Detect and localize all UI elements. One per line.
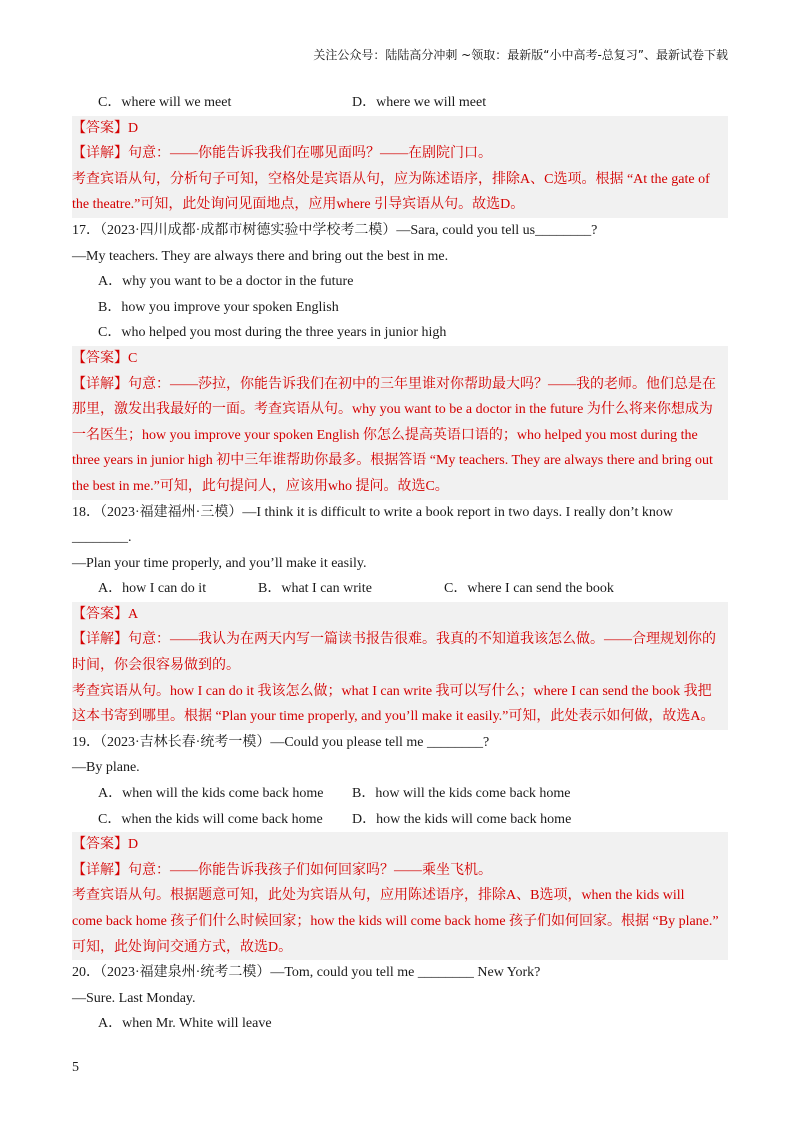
q17-option-b: B．how you improve your spoken English	[98, 299, 339, 315]
q18-option-c: C．where I can send the book	[444, 581, 614, 597]
q20-option-a: A．when Mr. White will leave	[98, 1016, 272, 1032]
q17-detail-1: 【详解】句意：——莎拉，你能告诉我们在初中的三年里谁对你帮助最大吗？——我的老师。他们总是在	[72, 376, 716, 392]
page-header: 关注公众号：陆陆高分冲刺 ~领取：最新版“小中高考-总复习”、最新试卷下载	[313, 48, 728, 62]
q19-detail-1: 【详解】句意：——你能告诉我孩子们如何回家吗？——乘坐飞机。	[72, 862, 492, 878]
q19-option-c: C．when the kids will come back home	[98, 811, 323, 827]
q19-options-row-2	[72, 807, 728, 833]
page-number: 5	[72, 1060, 79, 1075]
q16-detail-1: 【详解】句意：——你能告诉我我们在哪见面吗？——在剧院门口。	[72, 146, 492, 162]
q19-detail-4: 可知，此处询问交通方式，故选D。	[72, 939, 293, 955]
q19-option-a: A．when will the kids come back home	[98, 786, 324, 802]
q16-option-c: C．where will we meet	[98, 95, 232, 110]
q19-options-row-1	[72, 781, 728, 807]
q19-detail-2: 考查宾语从句。根据题意可知，此处为宾语从句，应用陈述语序，排除A、B选项，when the kids will	[72, 888, 685, 904]
q19-stem: 19．（2023·吉林长春·统考一模）—Could you please tell me ________?	[72, 734, 490, 750]
q19-reply: —By plane.	[72, 760, 140, 776]
q20-reply: —Sure. Last Monday.	[72, 990, 196, 1006]
q17-reply: —My teachers. They are always there and bring out the best in me.	[72, 248, 449, 264]
q19-option-b: B．how will the kids come back home	[352, 786, 571, 802]
q18-detail-2: 时间，你会很容易做到的。	[72, 658, 240, 674]
q17-detail-3: 一名医生；how you improve your spoken English 你怎么提高英语口语的；who helped you most during the	[72, 427, 698, 443]
q19-option-d: D．how the kids will come back home	[352, 811, 572, 827]
document-body	[72, 90, 728, 1037]
q17-detail-2: 那里，激发出我最好的一面。考查宾语从句。why you want to be a doctor in the future 为什么将来你想成为	[72, 402, 713, 418]
q18-answer: 【答案】A	[72, 606, 139, 622]
q17-detail-4: three years in junior high 初中三年谁帮助你最多。根据答语 “My teachers. They are always there and bring out	[72, 453, 713, 469]
q16-options-row	[72, 90, 728, 116]
q16-detail-2: 考查宾语从句，分析句子可知，空格处是宾语从句，应为陈述语序，排除A、C选项。根据 “At the gate of	[72, 171, 710, 187]
q17-answer: 【答案】C	[72, 350, 138, 366]
q19-detail-3: come back home 孩子们什么时候回家；how the kids will come back home 孩子们如何回家。根据 “By plane.”	[72, 914, 719, 929]
q17-option-a: A．why you want to be a doctor in the future	[98, 274, 354, 290]
q20-stem: 20．（2023·福建泉州·统考二模）—Tom, could you tell me ________ New York?	[72, 965, 541, 981]
q18-reply: —Plan your time properly, and you’ll make it easily.	[72, 555, 367, 571]
q16-option-d: D．where we will meet	[352, 95, 487, 110]
q18-stem-continued: ________.	[72, 530, 132, 546]
q16-answer-block	[72, 116, 728, 218]
q19-answer-block	[72, 832, 728, 960]
q19-answer: 【答案】D	[72, 837, 139, 853]
q18-detail-1: 【详解】句意：——我认为在两天内写一篇读书报告很难。我真的不知道我该怎么做。——合理规划你的	[72, 632, 716, 648]
q16-answer: 【答案】D	[72, 120, 139, 136]
q18-detail-3: 考查宾语从句。how I can do it 我该怎么做；what I can write 我可以写什么；where I can send the book 我把	[72, 683, 712, 699]
q17-answer-block	[72, 346, 728, 500]
q16-detail-3: the theatre.”可知，此处询问见面地点，应用where 引导宾语从句。故选D。	[72, 197, 525, 213]
q18-options-row	[72, 576, 728, 602]
q18-option-a: A．how I can do it	[98, 581, 207, 597]
q17-stem: 17．（2023·四川成都·成都市树德实验中学校考二模）—Sara, could you tell us________?	[72, 222, 598, 238]
q18-answer-block	[72, 602, 728, 730]
q18-option-b: B．what I can write	[258, 581, 372, 597]
q18-detail-4: 这本书寄到哪里。根据 “Plan your time properly, and you’ll make it easily.”可知，此处表示如何做，故选A。	[72, 709, 715, 725]
q17-detail-5: the best in me.”可知，此句提问人，应该用who 提问。故选C。	[72, 478, 449, 494]
q17-option-c: C．who helped you most during the three years in junior high	[98, 325, 447, 341]
q18-stem: 18．（2023·福建福州·三模）—I think it is difficult to write a book report in two days. I really don’t know	[72, 504, 674, 520]
